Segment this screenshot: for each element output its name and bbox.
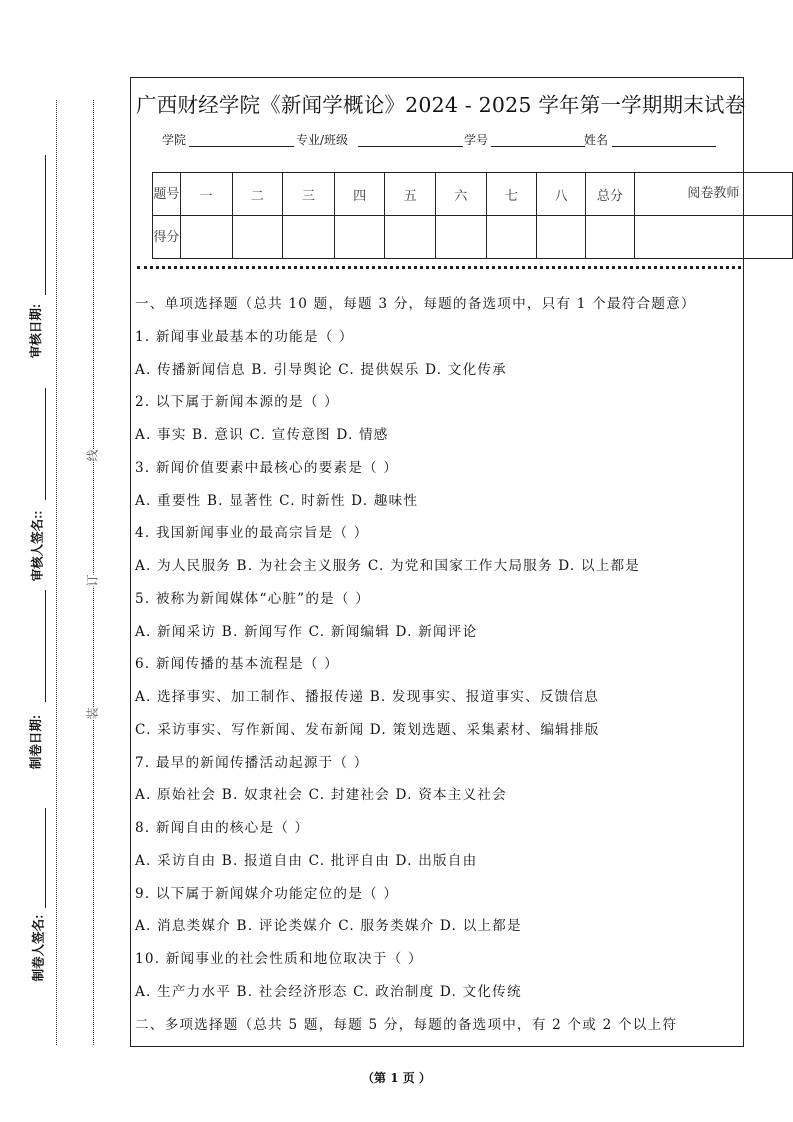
score-cell[interactable] <box>486 216 537 259</box>
student-id-field[interactable] <box>491 146 585 147</box>
question-stem: 2. 以下属于新闻本源的是（ ） <box>135 394 339 411</box>
binding-dotted-line-inner <box>93 100 94 1045</box>
score-cell[interactable] <box>537 216 586 259</box>
score-cell[interactable] <box>283 216 335 259</box>
review-date-line <box>45 155 46 295</box>
question-options: A. 新闻采访 B. 新闻写作 C. 新闻编辑 D. 新闻评论 <box>135 623 478 640</box>
question-options: A. 消息类媒介 B. 评论类媒介 C. 服务类媒介 D. 以上都是 <box>135 918 522 935</box>
reviewer-signature-label: 审核人签名:: <box>30 510 45 582</box>
question-stem: 5. 被称为新闻媒体“心脏”的是（ ） <box>135 590 371 607</box>
binding-mark-bind: 装 <box>85 707 100 720</box>
question-stem: 10. 新闻事业的社会性质和地位取决于（ ） <box>135 951 423 967</box>
question-stem: 7. 最早的新闻传播活动起源于（ ） <box>135 754 369 771</box>
question-options: A. 为人民服务 B. 为社会主义服务 C. 为党和国家工作大局服务 D. 以上都是 <box>135 558 641 574</box>
section-heading: 一、单项选择题（总共 10 题，每题 3 分，每题的备选项中，只有 1 个最符合题意） <box>135 296 696 312</box>
name-field[interactable] <box>612 146 716 147</box>
question-number-header: 题号 <box>153 173 181 216</box>
question-options: A. 生产力水平 B. 社会经济形态 C. 政治制度 D. 文化传统 <box>135 983 522 1000</box>
question-stem: 4. 我国新闻事业的最高宗旨是（ ） <box>135 525 369 542</box>
column-header: 四 <box>334 173 385 216</box>
column-header: 总分 <box>586 173 635 216</box>
review-date-label: 审核日期: <box>29 303 44 359</box>
question-stem: 8. 新闻自由的核心是（ ） <box>135 820 310 836</box>
column-header: 阅卷教师 <box>634 173 792 216</box>
question-options: A. 传播新闻信息 B. 引导舆论 C. 提供娱乐 D. 文化传承 <box>135 361 507 378</box>
score-cell[interactable] <box>232 216 283 259</box>
question-options: A. 事实 B. 意识 C. 宣传意图 D. 情感 <box>135 427 389 443</box>
score-table <box>152 172 793 259</box>
question-stem: 1. 新闻事业最基本的功能是（ ） <box>135 328 354 345</box>
paper-date-line <box>45 590 46 702</box>
section-heading: 二、多项选择题（总共 5 题，每题 5 分，每题的备选项中，有 2 个或 2 个以上符 <box>135 1016 678 1033</box>
question-options: A. 采访自由 B. 报道自由 C. 批评自由 D. 出版自由 <box>135 852 478 869</box>
score-cell[interactable] <box>385 216 436 259</box>
question-stem: 6. 新闻传播的基本流程是（ ） <box>135 656 339 673</box>
column-header: 八 <box>537 173 586 216</box>
score-cell[interactable] <box>634 216 792 259</box>
exam-title: 广西财经学院《新闻学概论》2024 - 2025 学年第一学期期末试卷 <box>136 93 746 117</box>
column-header: 一 <box>180 173 232 216</box>
paper-date-label: 制卷日期: <box>29 714 44 770</box>
score-cell[interactable] <box>180 216 232 259</box>
binding-dotted-line-outer <box>56 100 57 1045</box>
column-header: 三 <box>283 173 335 216</box>
student-id-label: 学号 <box>464 133 489 147</box>
question-options: A. 选择事实、加工制作、播报传递 B. 发现事实、报道事实、反馈信息 <box>135 689 600 705</box>
major-class-field[interactable] <box>358 146 463 147</box>
major-class-label: 专业/班级 <box>296 133 349 147</box>
binding-mark-line: 线 <box>85 449 100 462</box>
column-header: 六 <box>436 173 487 216</box>
page-number: （第 1 页 ） <box>362 1071 431 1085</box>
score-cell[interactable] <box>436 216 487 259</box>
header-divider <box>137 266 741 269</box>
question-options: A. 重要性 B. 显著性 C. 时新性 D. 趣味性 <box>135 492 419 509</box>
college-label: 学院 <box>162 133 187 147</box>
name-label: 姓名 <box>584 133 609 147</box>
question-options: C. 采访事实、写作新闻、发布新闻 D. 策划选题、采集素材、编辑排版 <box>135 721 600 738</box>
college-field[interactable] <box>189 146 294 147</box>
question-stem: 9. 以下属于新闻媒介功能定位的是（ ） <box>135 885 399 902</box>
column-header: 七 <box>486 173 537 216</box>
question-options: A. 原始社会 B. 奴隶社会 C. 封建社会 D. 资本主义社会 <box>135 787 507 804</box>
column-header: 二 <box>232 173 283 216</box>
score-cell[interactable] <box>586 216 635 259</box>
column-header: 五 <box>385 173 436 216</box>
question-stem: 3. 新闻价值要素中最核心的要素是（ ） <box>135 459 399 476</box>
score-cell[interactable] <box>334 216 385 259</box>
score-row-header: 得分 <box>153 216 181 259</box>
reviewer-signature-line <box>45 388 46 500</box>
binding-mark-staple: 订 <box>85 574 100 587</box>
author-signature-line <box>45 808 46 908</box>
author-signature-label: 制卷人签名: <box>31 914 46 982</box>
